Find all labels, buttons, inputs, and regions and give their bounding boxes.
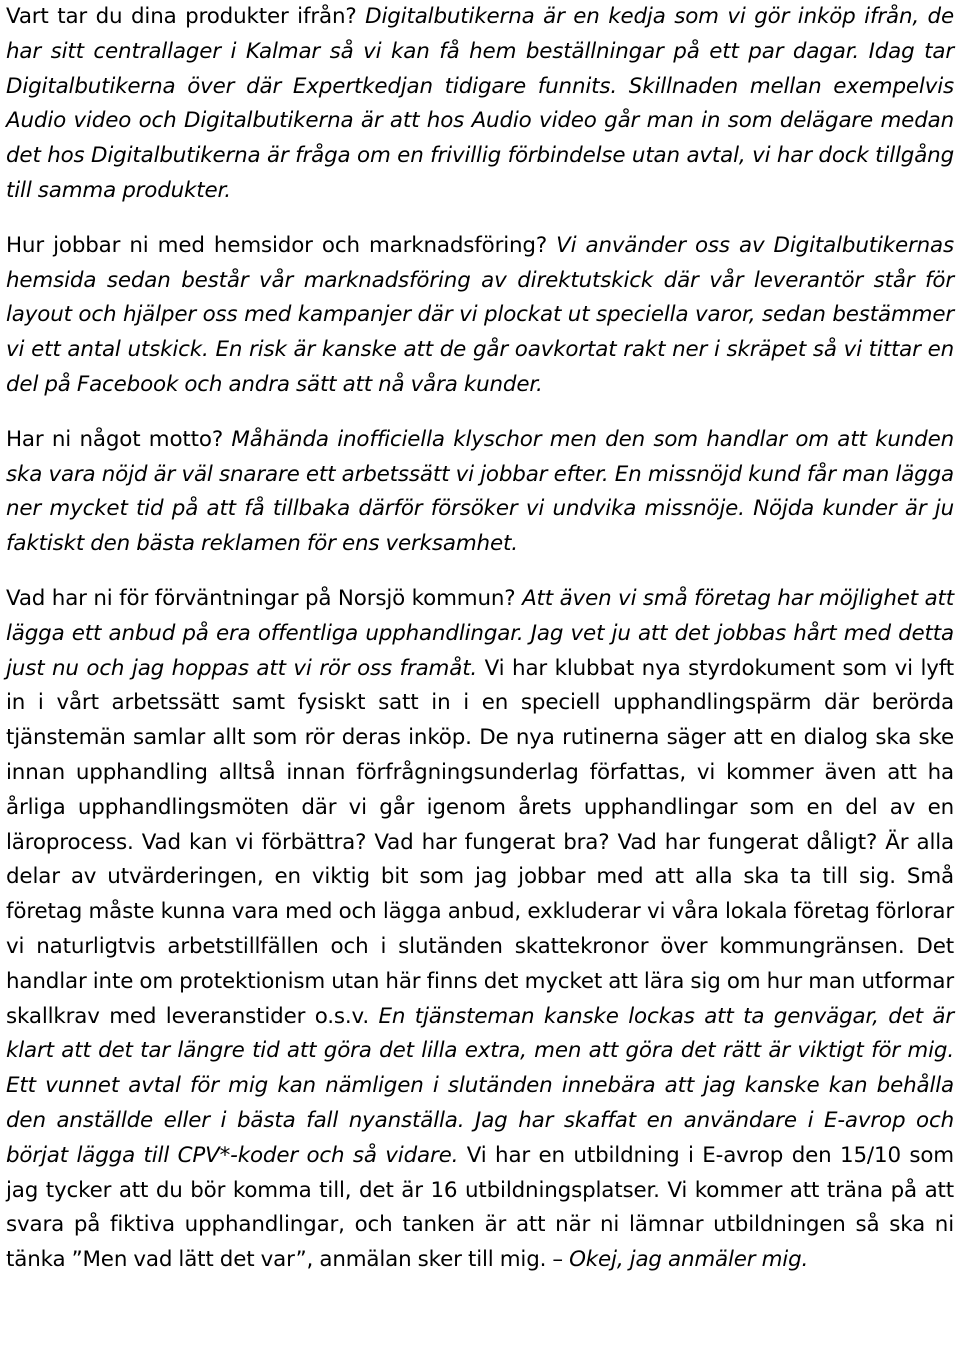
answer-training: Okej, jag anmäler mig. [569,1247,809,1273]
paragraph-expectations [6,582,954,1278]
answer-motto: Måhända inofficiella klyschor men den som handlar om att kunden ska vara nöjd är väl snarare ett arbetssätt vi jobbar efter. En missnöjd kund får man lägga ner mycket tid på att få tillbaka därför försöker vi undvika missnöje. Nöjda kunder är ju faktiskt den bästa reklamen för ens verksamhet. [6,426,954,557]
paragraph-motto [6,423,954,562]
statement-training: Vi har en utbildning i E-avrop den 15/10 som jag tycker att du bör komma till, det är 16 utbildningsplatser. Vi kommer att träna på att svara på fiktiva upphandlingar, och tanken är att när ni lämnar utbildningen så ska ni tänka ”Men vad lätt det var”, anmälan sker till mig. – [6,1142,954,1273]
question-motto: Har ni något motto? [6,426,232,452]
answer-procurement: En tjänsteman kanske lockas att ta genvägar, det är klart att det tar längre tid att göra det lilla extra, men att göra det rätt är viktigt för mig. Ett vunnet avtal för mig kan nämligen i slutänden innebära att jag kanske kan behålla den anställde eller i bästa fall nyanställa. Jag har skaffat en användare i E-avrop och börjat lägga till CPV*-koder och så vidare. [6,1003,955,1168]
answer-expectations: Att även vi små företag har möjlighet att lägga ett anbud på era offentliga upphandlingar. Jag vet ju att det jobbas hårt med detta just nu och jag hoppas att vi rör oss framåt. [6,585,955,681]
answer-products: Digitalbutikerna är en kedja som vi gör inköp ifrån, de har sitt centrallager i Kalmar så vi kan få hem beställningar på ett par dagar. Idag tar Digitalbutikerna över där Expertkedjan tidigare funnits. Skillnaden mellan exempelvis Audio video och Digitalbutikerna är att hos Audio video går man in som delägare medan det hos Digitalbutikerna är fråga om en frivillig förbindelse utan avtal, vi har dock tillgång till samma produkter. [6,4,954,203]
paragraph-marketing [6,229,954,403]
statement-procurement: Vi har klubbat nya styrdokument som vi lyft in i vårt arbetssätt samt fysiskt satt in i en speciell upphandlingspärm där berörda tjänstemän samlar allt som rör deras inköp. De nya rutinerna säger att en dialog ska ske innan upphandling alltså innan förfrågningsunderlag författas, vi kommer även att ha årliga upphandlingsmöten där vi går igenom årets upphandlingar som en del av en läroprocess. Vad kan vi förbättra? Vad har fungerat bra? Vad har fungerat dåligt? Är alla delar av utvärderingen, en viktig bit som jag jobbar med att alla ska ta till sig. Små företag måste kunna vara med och lägga anbud, exkluderar vi våra lokala företag förlorar vi naturligtvis arbetstillfällen och i slutänden skattekronor över kommungränsen. Det handlar inte om protektionism utan här finns det mycket att lära sig om hur man utformar skallkrav med leveranstider o.s.v. [6,655,954,1029]
answer-marketing: Vi använder oss av Digitalbutikernas hemsida sedan består vår marknadsföring av direktutskick där vår leverantör står för layout och hjälper oss med kampanjer där vi plockat ut speciella varor, sedan bestämmer vi ett antal utskick. En risk är kanske att de går oavkortat rakt ner i skräpet så vi tittar en del på Facebook och andra sätt att nå våra kunder. [6,232,955,397]
question-marketing: Hur jobbar ni med hemsidor och marknadsföring? [6,232,557,258]
question-expectations: Vad har ni för förväntningar på Norsjö kommun? [6,585,523,611]
question-products: Vart tar du dina produkter ifrån? [6,4,366,29]
paragraph-products [6,0,954,209]
